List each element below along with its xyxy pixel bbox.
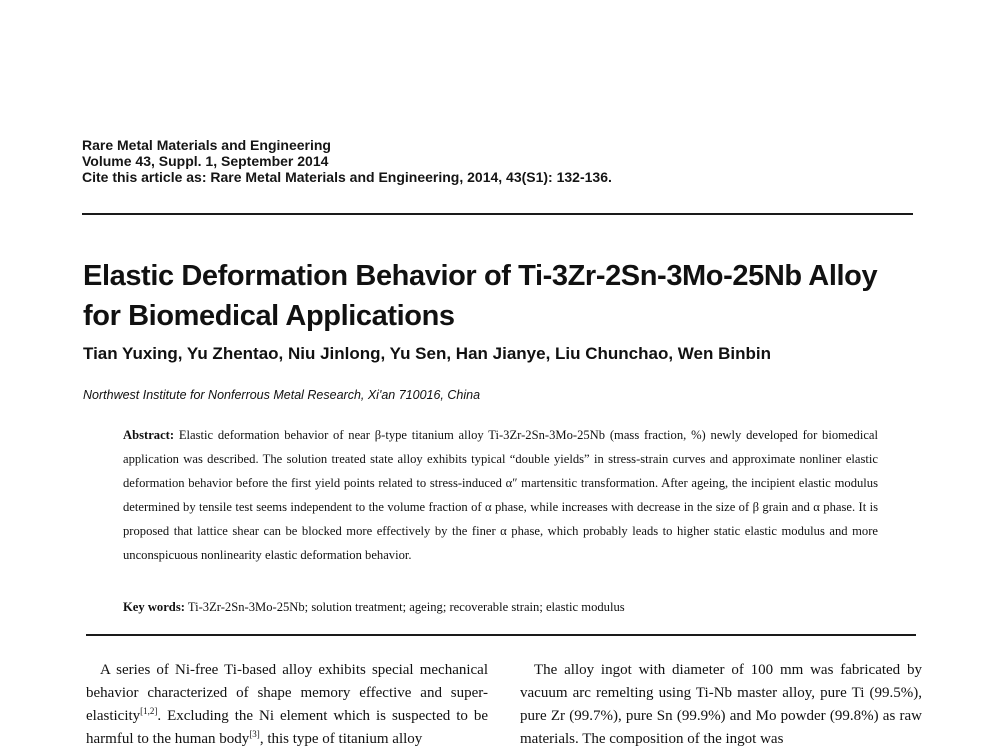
- body-left-part-b: . Excluding the Ni element which is suspected to be harmful to the human body: [86, 708, 488, 747]
- journal-header: [82, 137, 612, 185]
- abstract-label: Abstract:: [123, 428, 175, 442]
- journal-name: Rare Metal Materials and Engineering: [82, 137, 331, 153]
- keywords-text: Ti-3Zr-2Sn-3Mo-25Nb; solution treatment; ageing; recoverable strain; elastic modulus: [187, 600, 625, 614]
- affiliation: Northwest Institute for Nonferrous Metal Research, Xi'an 710016, China: [83, 388, 481, 402]
- abstract: [123, 423, 878, 567]
- keywords: [123, 600, 625, 615]
- abstract-divider: [86, 634, 916, 636]
- body-column-right: [520, 659, 922, 751]
- body-column-left: [86, 659, 488, 751]
- body-right-text: The alloy ingot with diameter of 100 mm was fabricated by vacuum arc remelting using Ti-Nb master alloy, pure Ti (99.5%), pure Zr (99.7%), pure Sn (99.9%) and Mo powder (99.8%) as raw materials. The composition of the ingot was: [520, 662, 922, 747]
- citation-ref: [1,2]: [140, 706, 158, 716]
- abstract-text: Elastic deformation behavior of near β-type titanium alloy Ti-3Zr-2Sn-3Mo-25Nb (mass fraction, %) newly developed for biomedical application was described. The solution treated state alloy exhibits typical “double yields” in stress-strain curves and approximate nonliner elastic deformation behavior before the first yield points related to stress-induced α″ martensitic transformation. After ageing, the incipient elastic modulus determined by tensile test seems independent to the volume fraction of α phase, while increases with decrease in the size of β grain and α phase. It is proposed that lattice shear can be blocked more effectively by the finer α phase, which probably leads to higher static elastic modulus and more unconspicuous nonlinearity elastic deformation behavior.: [123, 428, 878, 562]
- header-divider: [82, 213, 913, 215]
- keywords-label: Key words:: [123, 600, 185, 614]
- body-left-part-c: , this type of titanium alloy: [259, 731, 423, 747]
- citation-line: Cite this article as: Rare Metal Materials and Engineering, 2014, 43(S1): 132-136.: [82, 169, 612, 185]
- title-line-2: for Biomedical Applications: [83, 300, 455, 332]
- paper-title: [83, 256, 943, 336]
- citation-ref: [3]: [249, 729, 260, 739]
- author-list: Tian Yuxing, Yu Zhentao, Niu Jinlong, Yu Sen, Han Jianye, Liu Chunchao, Wen Binbin: [83, 344, 771, 363]
- journal-volume: Volume 43, Suppl. 1, September 2014: [82, 153, 329, 169]
- body-left-part-a: A series of Ni-free Ti-based alloy exhibits special mechanical behavior characterized of shape memory effective and super-elasticity: [86, 662, 488, 724]
- title-line-1: Elastic Deformation Behavior of Ti-3Zr-2Sn-3Mo-25Nb Alloy: [83, 260, 878, 292]
